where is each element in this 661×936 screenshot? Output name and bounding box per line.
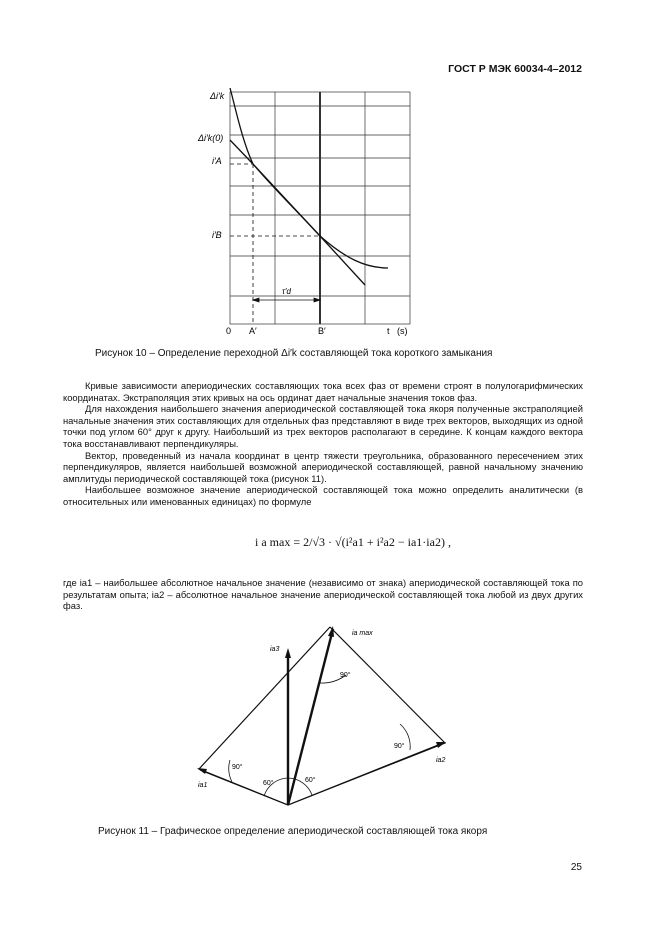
- x-label-A: A′: [249, 326, 257, 336]
- figure-11-diagram: [0, 610, 661, 840]
- y-label-dik0: Δi′k(0): [198, 133, 224, 143]
- angle-90-right: 90°: [394, 743, 405, 750]
- y-label-iB: i′B: [212, 230, 222, 240]
- body-text: [63, 380, 583, 508]
- paragraph-2: Для нахождения наибольшего значения апериодической составляющей тока якоря полученные экстраполяцией начальные значения этих составляющих для отдельных фаз представляют в виде трех векторов, выходящих из одной точки под углом 60° друг к другу. Наибольший из трех векторов располагают в середине. К концам каждого вектора тока восстанавливают перпендикуляры.: [63, 403, 583, 449]
- paragraph-1: Кривые зависимости апериодических составляющих тока всех фаз от времени строят в полулогарифмических координатах. Экстраполяция этих кривых на ось ординат дает начальные значения токов фаз.: [63, 380, 583, 403]
- angle-60-right: 60°: [305, 777, 316, 784]
- x-label-origin: 0: [226, 326, 232, 336]
- angle-60-left: 60°: [263, 780, 274, 787]
- paragraph-4: Наибольшее возможное значение апериодической составляющей тока можно определить аналитически (в относительных или именованных единицах) по формуле: [63, 484, 583, 507]
- label-ia2: ia2: [436, 757, 446, 764]
- document-header: ГОСТ Р МЭК 60034-4–2012: [448, 63, 582, 75]
- x-label-B: B′: [318, 326, 326, 336]
- angle-90-left: 90°: [232, 764, 243, 771]
- paragraph-3: Вектор, проведенный из начала координат в центр тяжести треугольника, образованного пересечением этих перпендикуляров, является наибольшей возможной апериодической составляющей, равной начальному значению амплитуды периодической составляющей тока (рисунок 11).: [63, 449, 583, 484]
- figure-11-caption: Рисунок 11 – Графическое определение апериодической составляющей тока якоря: [98, 826, 488, 837]
- tau-label: τ′d: [282, 287, 291, 296]
- formula: i a max = 2/√3 · √(i²a1 + i²a2 − ia1·ia2) ,: [255, 535, 451, 549]
- paragraph-5: где ia1 – наибольшее абсолютное начальное значение (независимо от знака) апериодической составляющей тока по результатам опыта; ia2 – абсолютное начальное значение апериодической составляющей тока любой из двух других фаз.: [63, 577, 583, 612]
- x-label-t: t (s): [387, 326, 408, 336]
- y-label-iA: i′A: [212, 156, 222, 166]
- figure-10-caption: Рисунок 10 – Определение переходной Δi′k составляющей тока короткого замыкания: [95, 348, 493, 359]
- angle-90-top: 90°: [340, 672, 351, 679]
- figure-10-graph: [0, 0, 661, 345]
- label-ia1: ia1: [198, 782, 208, 789]
- y-label-top: Δi′k: [210, 91, 225, 101]
- label-ia3: ia3: [270, 646, 280, 653]
- label-iamax: ia max: [352, 630, 373, 637]
- page-number: 25: [570, 862, 582, 873]
